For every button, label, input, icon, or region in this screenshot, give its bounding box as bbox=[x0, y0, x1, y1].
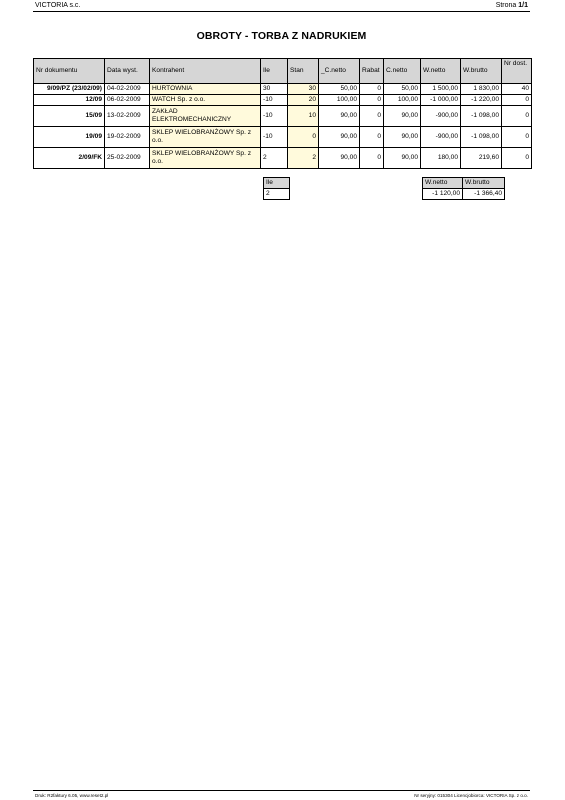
cell-stock: 2 bbox=[288, 148, 319, 169]
cell-gross-value: 1 830,00 bbox=[461, 84, 502, 95]
cell-base-net-price: 90,00 bbox=[319, 127, 360, 148]
col-header-net-price: C.netto bbox=[384, 59, 421, 84]
cell-base-net-price: 90,00 bbox=[319, 106, 360, 127]
cell-net-value: 180,00 bbox=[421, 148, 461, 169]
cell-net-value: -900,00 bbox=[421, 127, 461, 148]
cell-gross-value: 219,60 bbox=[461, 148, 502, 169]
col-header-gross-value: W.brutto bbox=[461, 59, 502, 84]
cell-contractor: SKLEP WIELOBRANŻOWY Sp. z o.o. bbox=[150, 127, 261, 148]
cell-discount: 0 bbox=[360, 95, 384, 106]
page-footer bbox=[33, 790, 530, 799]
col-header-date: Data wyst. bbox=[105, 59, 150, 84]
summary-values-table bbox=[422, 177, 505, 200]
summary-gross-label: W.brutto bbox=[463, 178, 505, 189]
table-row bbox=[34, 106, 532, 127]
cell-date: 13-02-2009 bbox=[105, 106, 150, 127]
summary-net-label: W.netto bbox=[423, 178, 463, 189]
cell-contractor: SKLEP WIELOBRANŻOWY Sp. z o.o. bbox=[150, 148, 261, 169]
col-header-stock: Stan bbox=[288, 59, 319, 84]
summary-net-value: -1 120,00 bbox=[423, 189, 463, 200]
cell-net-price: 90,00 bbox=[384, 127, 421, 148]
page-number bbox=[496, 1, 528, 11]
footer-license-info: Nr seryjny: 015304 Licencjobiorca: VICTORIA Sp. z o.o. bbox=[414, 793, 528, 798]
cell-gross-value: -1 098,00 bbox=[461, 127, 502, 148]
cell-net-price: 90,00 bbox=[384, 148, 421, 169]
cell-doc-no: 15/09 bbox=[34, 106, 105, 127]
cell-stock: 30 bbox=[288, 84, 319, 95]
cell-discount: 0 bbox=[360, 106, 384, 127]
cell-date: 06-02-2009 bbox=[105, 95, 150, 106]
cell-discount: 0 bbox=[360, 84, 384, 95]
col-header-base-net-price: _C.netto bbox=[319, 59, 360, 84]
cell-delivery-no: 0 bbox=[502, 95, 532, 106]
cell-delivery-no: 0 bbox=[502, 148, 532, 169]
cell-doc-no: 12/09 bbox=[34, 95, 105, 106]
cell-stock: 20 bbox=[288, 95, 319, 106]
table-header-row bbox=[34, 59, 532, 84]
turnover-table bbox=[33, 58, 532, 169]
cell-net-value: -1 000,00 bbox=[421, 95, 461, 106]
cell-net-price: 100,00 bbox=[384, 95, 421, 106]
summary-qty-value: 2 bbox=[264, 189, 290, 200]
col-header-qty: Ile bbox=[261, 59, 288, 84]
table-row bbox=[34, 95, 532, 106]
cell-delivery-no: 40 bbox=[502, 84, 532, 95]
cell-doc-no: 19/09 bbox=[34, 127, 105, 148]
col-header-delivery-no: Nr dost. bbox=[502, 59, 532, 84]
col-header-discount: Rabat bbox=[360, 59, 384, 84]
cell-date: 25-02-2009 bbox=[105, 148, 150, 169]
cell-delivery-no: 0 bbox=[502, 127, 532, 148]
cell-qty: -10 bbox=[261, 95, 288, 106]
col-header-net-value: W.netto bbox=[421, 59, 461, 84]
table-row bbox=[34, 127, 532, 148]
cell-discount: 0 bbox=[360, 148, 384, 169]
cell-date: 04-02-2009 bbox=[105, 84, 150, 95]
page-label: Strona bbox=[495, 2, 517, 9]
col-header-doc-no: Nr dokumentu bbox=[34, 59, 105, 84]
cell-contractor: WATCH Sp. z o.o. bbox=[150, 95, 261, 106]
cell-contractor: ZAKŁAD ELEKTROMECHANICZNY bbox=[150, 106, 261, 127]
cell-base-net-price: 90,00 bbox=[319, 148, 360, 169]
footer-print-info: Druk: R2faktury 6.05, www.reset2.pl bbox=[35, 793, 109, 798]
cell-net-price: 50,00 bbox=[384, 84, 421, 95]
cell-qty: 2 bbox=[261, 148, 288, 169]
cell-qty: 30 bbox=[261, 84, 288, 95]
cell-net-value: 1 500,00 bbox=[421, 84, 461, 95]
summary-gross-value: -1 366,40 bbox=[463, 189, 505, 200]
cell-net-value: -900,00 bbox=[421, 106, 461, 127]
cell-net-price: 90,00 bbox=[384, 106, 421, 127]
cell-qty: -10 bbox=[261, 127, 288, 148]
cell-base-net-price: 100,00 bbox=[319, 95, 360, 106]
page-header bbox=[33, 1, 530, 12]
cell-doc-no: 2/09/FK bbox=[34, 148, 105, 169]
cell-date: 19-02-2009 bbox=[105, 127, 150, 148]
cell-delivery-no: 0 bbox=[502, 106, 532, 127]
cell-gross-value: -1 098,00 bbox=[461, 106, 502, 127]
summary-qty-table bbox=[263, 177, 290, 200]
table-row bbox=[34, 84, 532, 95]
summary-qty-label: Ile bbox=[264, 178, 290, 189]
cell-qty: -10 bbox=[261, 106, 288, 127]
cell-stock: 10 bbox=[288, 106, 319, 127]
cell-gross-value: -1 220,00 bbox=[461, 95, 502, 106]
report-title: OBROTY - TORBA Z NADRUKIEM bbox=[196, 30, 367, 42]
cell-doc-no: 9/09/PZ (23/02/09) bbox=[34, 84, 105, 95]
cell-base-net-price: 50,00 bbox=[319, 84, 360, 95]
page-value: 1/1 bbox=[518, 2, 528, 9]
col-header-contractor: Kontrahent bbox=[150, 59, 261, 84]
cell-contractor: HURTOWNIA bbox=[150, 84, 261, 95]
cell-discount: 0 bbox=[360, 127, 384, 148]
table-row bbox=[34, 148, 532, 169]
cell-stock: 0 bbox=[288, 127, 319, 148]
company-name: VICTORIA s.c. bbox=[35, 2, 81, 9]
